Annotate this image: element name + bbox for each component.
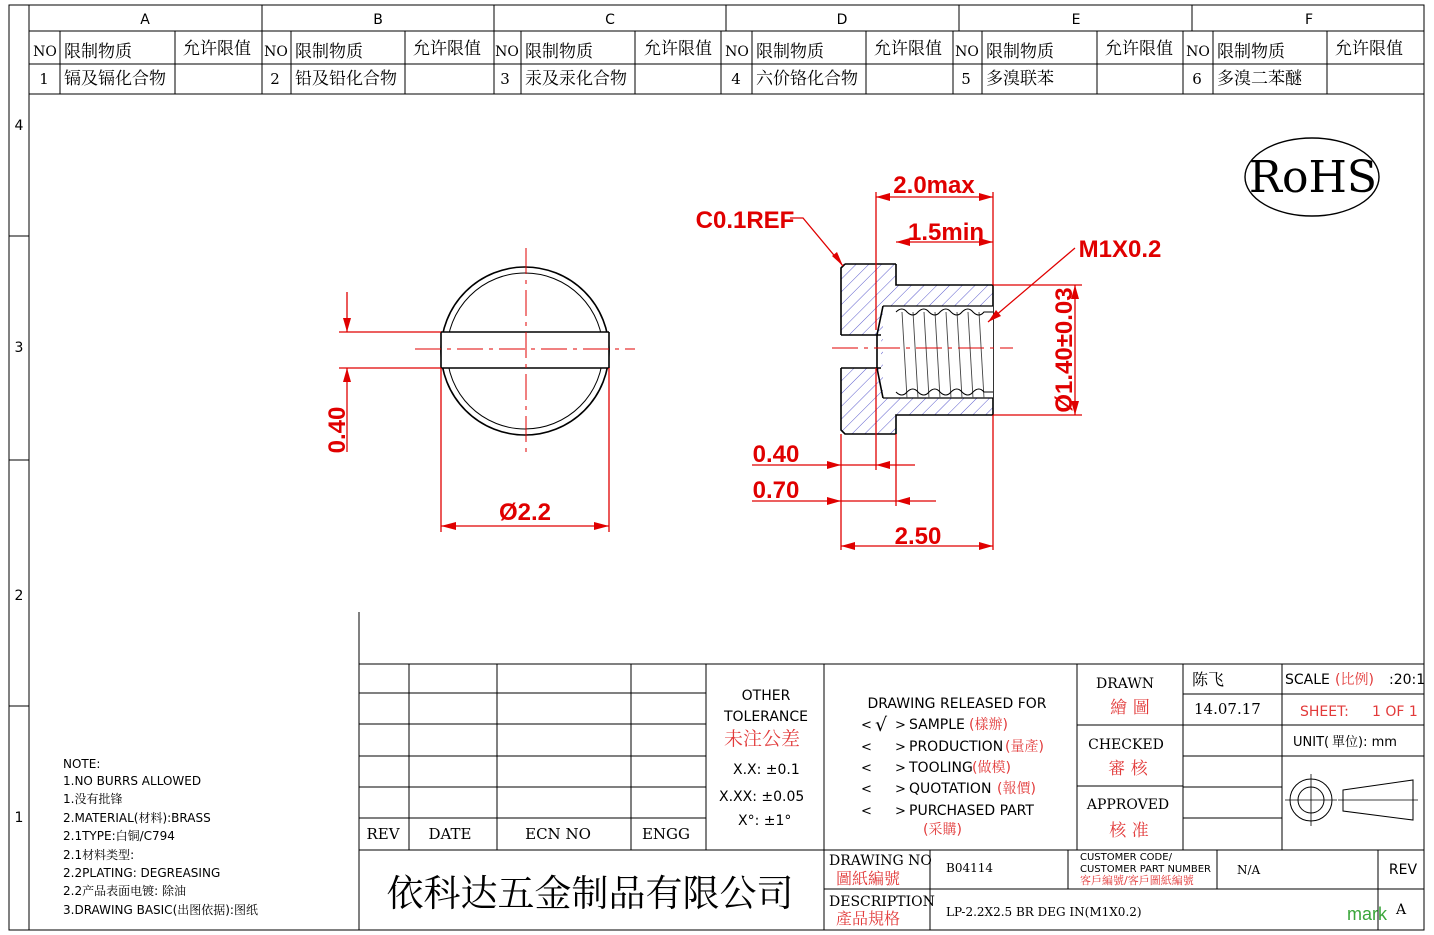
hdr-limit-1: 允许限值 — [183, 39, 251, 59]
substance-name-4: 六价铬化合物 — [756, 69, 858, 89]
substance-no-3: 3 — [500, 70, 510, 88]
release-title: DRAWING RELEASED FOR — [867, 696, 1047, 712]
hdr-substance-2: 限制物质 — [295, 42, 363, 62]
side-view — [696, 172, 1162, 550]
substance-name-1: 镉及镉化合物 — [64, 69, 166, 89]
dim-head-thickness: 0.70 — [752, 477, 800, 504]
dim-head-diameter: Ø2.2 — [498, 499, 552, 526]
hdr-substance-5: 限制物质 — [986, 42, 1054, 62]
release-option-production[interactable] — [861, 739, 1044, 755]
hdr-limit-6: 允许限值 — [1335, 39, 1403, 59]
release-option-quotation[interactable] — [861, 780, 1036, 797]
hdr-limit-5: 允许限值 — [1105, 39, 1173, 59]
customer-value: N/A — [1237, 863, 1261, 877]
outer-frame — [9, 5, 1424, 930]
unit-label: UNIT( — [1293, 735, 1330, 750]
hdr-no-3: NO — [495, 44, 519, 60]
checked-label: CHECKED — [1088, 737, 1164, 753]
dim-slot-width: 0.40 — [324, 406, 351, 454]
dim-length-min: 1.5min — [907, 219, 985, 246]
dim-chamfer: C0.1REF — [695, 207, 795, 234]
customer-part-label: CUSTOMER PART NUMBER — [1080, 864, 1211, 875]
svg-text:>: > — [895, 761, 906, 776]
tolerance-title-cn: 未注公差 — [723, 728, 801, 750]
company-name: 依科达五金制品有限公司 — [386, 872, 794, 915]
note-line: NOTE: — [63, 757, 101, 771]
drawn-by: 陈飞 — [1192, 670, 1225, 689]
svg-text:(采購): (采購) — [923, 822, 962, 838]
approved-label-cn: 核 准 — [1109, 821, 1149, 841]
scale-value: :20:1 — [1389, 672, 1426, 688]
hdr-limit-2: 允许限值 — [413, 39, 481, 59]
substance-no-2: 2 — [270, 70, 280, 88]
substance-name-6: 多溴二苯醚 — [1217, 69, 1302, 89]
svg-text:>: > — [895, 740, 906, 755]
hdr-substance-1: 限制物质 — [64, 42, 132, 62]
note-line: 2.1TYPE:白铜/C794 — [63, 829, 175, 843]
svg-text:<: < — [861, 804, 872, 819]
checked-label-cn: 審 核 — [1108, 759, 1148, 779]
svg-text:<: < — [861, 740, 872, 755]
svg-text:<: < — [861, 761, 872, 776]
sheet-value: 1 OF 1 — [1372, 704, 1418, 720]
hdr-substance-3: 限制物质 — [525, 42, 593, 62]
zone-row-4: 4 — [14, 118, 24, 134]
release-option-tooling[interactable] — [861, 759, 1011, 776]
release-option-purchased-part[interactable] — [861, 803, 1034, 838]
svg-text:<: < — [861, 718, 872, 733]
zone-col-f: F — [1304, 12, 1314, 28]
zone-row-3: 3 — [14, 340, 24, 356]
zone-col-c: C — [605, 12, 615, 28]
svg-text:(樣辦): (樣辦) — [969, 717, 1008, 733]
release-option-sample[interactable] — [861, 714, 1008, 736]
drawn-date: 14.07.17 — [1194, 700, 1261, 718]
approved-label: APPROVED — [1086, 797, 1170, 813]
note-line: 1.没有批锋 — [63, 792, 123, 806]
hdr-no-6: NO — [1186, 44, 1210, 60]
svg-text:PURCHASED PART: PURCHASED PART — [909, 803, 1034, 819]
customer-code-label: CUSTOMER CODE/ — [1080, 852, 1172, 863]
note-line: 2.MATERIAL(材料):BRASS — [63, 811, 211, 825]
svg-text:SAMPLE: SAMPLE — [909, 717, 965, 733]
note-line: 2.2PLATING: DEGREASING — [63, 866, 221, 880]
drawing-no-label-cn: 圖紙編號 — [836, 869, 901, 888]
drawn-label: DRAWN — [1096, 676, 1154, 692]
zone-col-d: D — [836, 12, 848, 28]
svg-text:QUOTATION: QUOTATION — [909, 781, 992, 797]
substance-no-4: 4 — [731, 70, 741, 88]
hdr-limit-3: 允许限值 — [644, 39, 712, 59]
tolerance-x-xx: X.XX: ±0.05 — [719, 789, 805, 805]
ecn-col-label: ECN NO — [525, 825, 591, 843]
scale-label-cn: (比例) — [1335, 672, 1374, 688]
svg-text:>: > — [895, 718, 906, 733]
substance-no-5: 5 — [961, 70, 971, 88]
hdr-no-2: NO — [264, 44, 288, 60]
zone-row-2: 2 — [14, 588, 24, 604]
dim-slot-depth: 0.40 — [752, 441, 800, 468]
rev-value: A — [1395, 902, 1407, 918]
hdr-limit-4: 允许限值 — [874, 39, 942, 59]
rev-label: REV — [1388, 862, 1418, 878]
svg-text:TOOLING: TOOLING — [909, 760, 973, 776]
description-label: DESCRIPTION — [829, 894, 935, 910]
title-block — [359, 612, 1425, 930]
note-line: 3.DRAWING BASIC(出图依据):图纸 — [63, 903, 258, 917]
drawn-label-cn: 繪 圖 — [1110, 698, 1150, 718]
projection-symbol-icon — [1285, 774, 1418, 826]
dim-thread-size: M1X0.2 — [1078, 236, 1162, 263]
tolerance-title-1: OTHER — [741, 688, 791, 704]
svg-text:(量產): (量產) — [1005, 739, 1044, 755]
engg-col-label: ENGG — [641, 825, 691, 843]
rohs-label: RoHS — [1248, 152, 1378, 203]
description-label-cn: 產品規格 — [836, 909, 901, 928]
tolerance-angle: X°: ±1° — [738, 813, 792, 829]
note-line: 1.NO BURRS ALLOWED — [63, 774, 202, 788]
note-line: 2.2产品表面电镀: 除油 — [63, 884, 186, 898]
svg-text:(做模): (做模) — [972, 760, 1011, 776]
unit-value: ): mm — [1358, 735, 1397, 750]
dim-length-max: 2.0max — [893, 172, 975, 199]
substance-name-3: 汞及汞化合物 — [525, 69, 627, 89]
substance-no-1: 1 — [39, 70, 49, 88]
hdr-substance-6: 限制物质 — [1217, 42, 1285, 62]
rev-col-label: REV — [366, 825, 400, 843]
restricted-substances-table — [29, 31, 1424, 94]
note-line: 2.1材料类型: — [63, 848, 135, 862]
drawing-no-label: DRAWING NO — [829, 853, 932, 869]
hdr-no-4: NO — [725, 44, 749, 60]
tolerance-title-2: TOLERANCE — [723, 709, 809, 725]
substance-name-2: 铅及铅化合物 — [295, 69, 397, 89]
hdr-substance-4: 限制物质 — [756, 42, 824, 62]
dim-thread-diameter: Ø1.40±0.03 — [1051, 287, 1078, 413]
substance-name-5: 多溴联苯 — [986, 69, 1054, 89]
svg-text:<: < — [861, 782, 872, 797]
svg-text:PRODUCTION: PRODUCTION — [909, 739, 1004, 755]
svg-text:>: > — [895, 782, 906, 797]
watermark: mark — [1347, 904, 1387, 924]
svg-text:(報價): (報價) — [997, 781, 1036, 797]
customer-label-cn: 客戶編號/客戶圖紙編號 — [1080, 874, 1194, 887]
zone-col-e: E — [1071, 12, 1081, 28]
zone-col-b: B — [373, 12, 383, 28]
dim-total-length: 2.50 — [894, 523, 942, 550]
date-col-label: DATE — [428, 825, 472, 843]
scale-label: SCALE — [1285, 672, 1330, 688]
sheet-label: SHEET: — [1300, 704, 1349, 720]
drawing-no-value: B04114 — [946, 861, 993, 875]
notes — [63, 757, 258, 917]
description-value: LP-2.2X2.5 BR DEG IN(M1X0.2) — [946, 905, 1142, 919]
unit-label-cn: 單位 — [1332, 735, 1359, 750]
svg-text:>: > — [895, 804, 906, 819]
tolerance-x-x: X.X: ±0.1 — [733, 762, 800, 778]
front-view — [324, 248, 635, 532]
hdr-no-5: NO — [955, 44, 979, 60]
zone-col-a: A — [140, 12, 150, 28]
substance-no-6: 6 — [1192, 70, 1202, 88]
check-mark-icon: √ — [875, 714, 888, 736]
zone-row-1: 1 — [14, 810, 24, 826]
hdr-no-1: NO — [33, 44, 57, 60]
